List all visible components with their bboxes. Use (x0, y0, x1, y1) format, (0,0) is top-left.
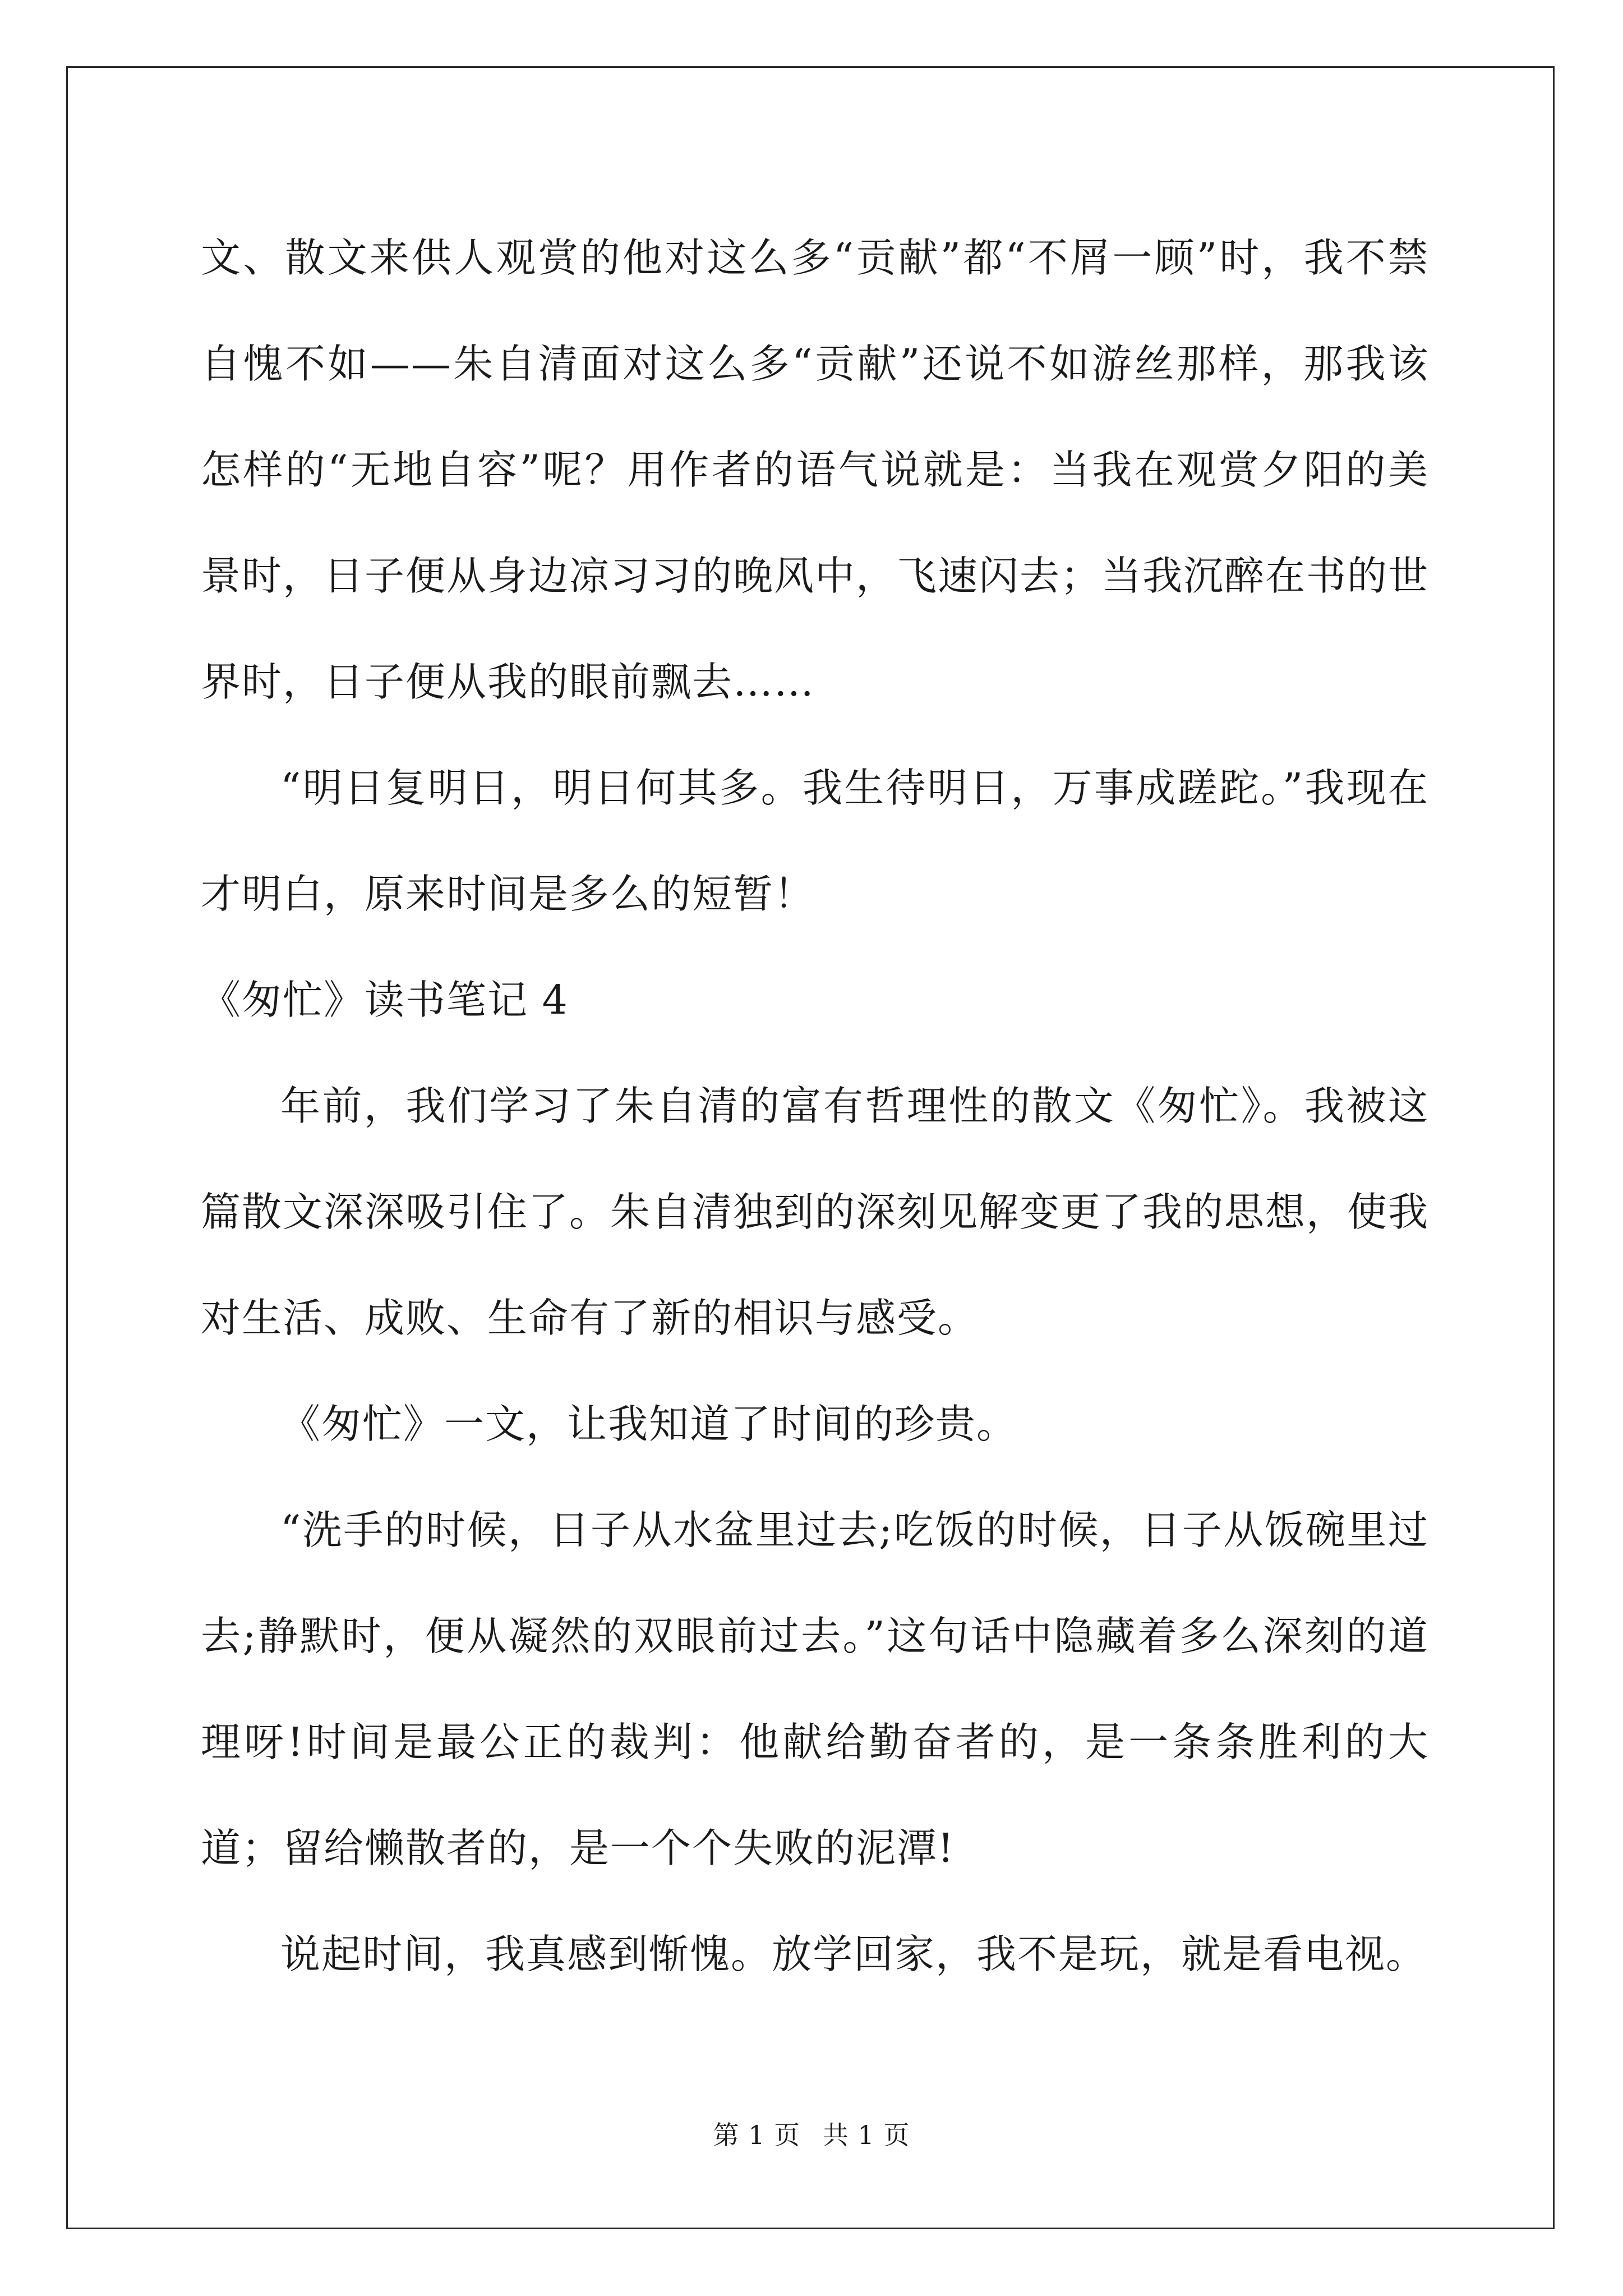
paragraph: 文、散文来供人观赏的他对这么多“贡献”都“不屑一顾”时，我不禁自愧不如——朱自清面对这么多“贡献”还说不如游丝那样，那我该怎样的“无地自容”呢？用作者的语气说就是：当我在观赏夕阳的美景时，日子便从身边凉习习的晚风中，飞速闪去；当我沉醉在书的世界时，日子便从我的眼前飘去…… (201, 234, 1430, 705)
paragraph: “洗手的时候，日子从水盆里过去;吃饭的时候，日子从饭碗里过去;静默时，便从凝然的双眼前过去。”这句话中隐藏着多么深刻的道理呀!时间是最公正的裁判：他献给勤奋者的，是一条条胜利的大道；留给懒散者的，是一个个失败的泥潭! (201, 1507, 1429, 1871)
page-footer (0, 2115, 1623, 2152)
page-number: 第 1 页 (713, 2120, 801, 2150)
paragraph: “明日复明日，明日何其多。我生待明日，万事成蹉跎。”我现在才明白，原来时间是多么的短暂！ (201, 765, 1429, 917)
section-heading: 《匆忙》读书笔记 4 (201, 977, 569, 1023)
paragraph: 年前，我们学习了朱自清的富有哲理性的散文《匆忙》。我被这篇散文深深吸引住了。朱自清独到的深刻见解变更了我的思想，使我对生活、成败、生命有了新的相识与感受。 (201, 1083, 1430, 1341)
document-body (201, 205, 1429, 2007)
paragraph: 《匆忙》一文，让我知道了时间的珍贵。 (280, 1401, 1018, 1447)
page-total: 共 1 页 (822, 2120, 910, 2150)
paragraph: 说起时间，我真感到惭愧。放学回家，我不是玩，就是看电视。 (280, 1931, 1427, 1977)
